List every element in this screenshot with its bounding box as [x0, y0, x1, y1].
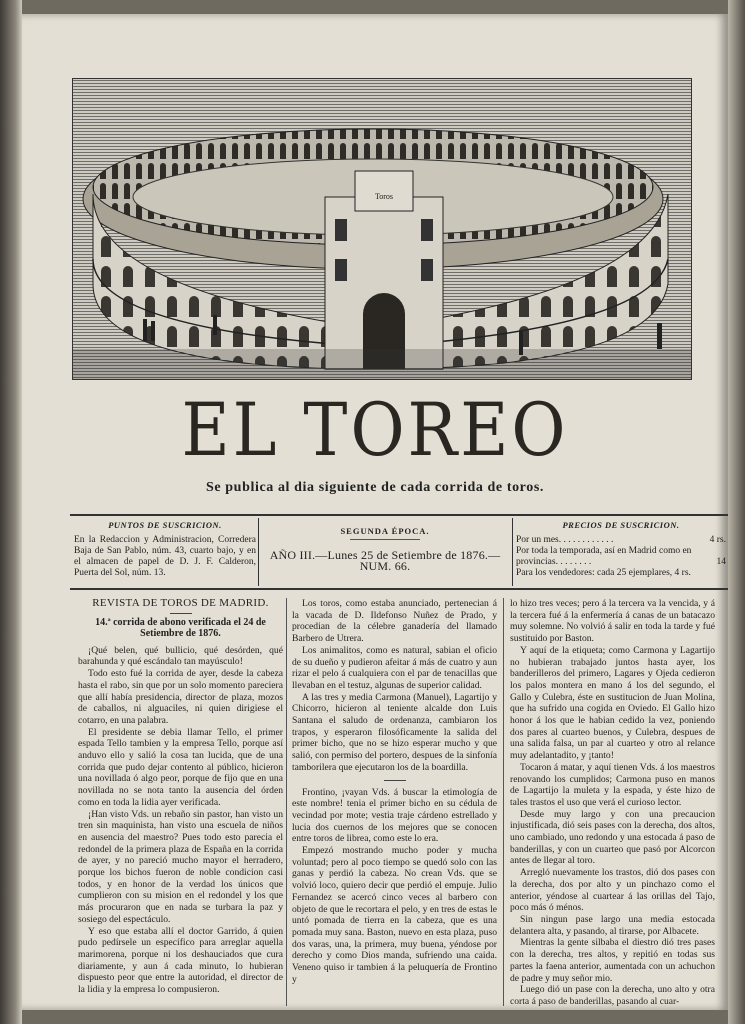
subscription-prices	[516, 520, 726, 579]
bar-divider	[512, 518, 513, 586]
paragraph: Arregló nuevamente los trastos, dió dos pases con la derecha, dos por alto y un pinchazo como el anterior, yéndose al cuartear á las orillas del Tajo, poco más ó ménos.	[510, 867, 715, 914]
column-divider	[286, 598, 287, 1006]
subscription-points	[74, 520, 256, 579]
divider	[350, 539, 420, 540]
price-row: Para los vendedores: cada 25 ejemplares, 4 rs.	[516, 568, 691, 578]
page-stack-edge	[728, 0, 745, 1024]
paragraph: lo hizo tres veces; pero á la tercera va la vencida, y á la tercera fué á la enfermería á canas de un batacazo muy solemne. No volvió á salir en toda la tarde y fué sustituido por Baston.	[510, 598, 715, 645]
price-label: Por toda la temporada, así en Madrid como en provincias. . . . . . . .	[516, 546, 692, 567]
article-column-3	[510, 598, 715, 1008]
paragraph: El presidente se debia llamar Tello, el primer espada Tello tambien y la empresa Tello, porque así anduvo ello y salió la cosa tan lucida, que de una corrida que pudo dejar contento al público, hicieron una novillada ó algo peor, porque de fijo que en una novillada no se nota tanto la ausencia del órden como en toda la lidia ayer verificada.	[78, 726, 283, 808]
price-row	[516, 546, 726, 568]
epoca-label: SEGUNDA ÉPOCA.	[340, 526, 430, 536]
bar-divider	[258, 518, 259, 586]
sign-text: Toros	[374, 192, 394, 201]
article-column-2	[292, 598, 497, 986]
price-value: 14	[716, 557, 726, 567]
divider	[170, 613, 192, 614]
paragraph: Sin ningun pase largo una media estocada delantera alta, y pasando, al tirarse, por Albacete.	[510, 913, 715, 937]
paragraph: Y eso que estaba allí el doctor Garrido, á quien pudo pedírsele un específico para arreglar aquella marimorena, porque ni los deshauciados que cura diariamente, y aun á cada minuto, lo hubieran dispuesto peor que entre la autoridad, el director de la lidia y la empresa lo compusieron.	[78, 925, 283, 996]
issue-info	[260, 520, 510, 572]
article-subtitle: 14.ª corrida de abono verificada el 24 de Setiembre de 1876.	[95, 616, 266, 639]
paragraph: Los animalitos, como es natural, sabian el oficio de su dueño y pudieron afeitar á más de cuatro y aun rizar el pelo á cualquiera con el par de tenacillas que llevaban en el testuz, algunas de superior calidad.	[292, 644, 497, 691]
divider	[384, 780, 406, 781]
subscription-points-text: En la Redaccion y Administracion, Corredera Baja de San Pablo, núm. 43, cuarto bajo, y en el almacen de papel de D. J. F. Calderon, Puerta del Sol, núm. 13.	[74, 535, 256, 578]
paragraph: ¡Qué belen, qué bullicio, qué desórden, qué barahunda y qué escándalo tan mayúsculo!	[78, 644, 283, 668]
paragraph: Y aquí de la etiqueta; como Carmona y Lagartijo no hubieran trabajado juntos hasta ayer, los banderilleros del primero, Lagares y Ojeda cedieron los palos montera en mano á los del segundo, el Gallo y Culebra, éste en sustitucion de Juan Molina, que ha sufrido una cogida en Oviedo. El Gallo hizo honor á los que le habian cedido la vez, poniendo dos pares al cuarteo buenos, y Culebra, despues de una salida falsa, un par al cuarteo y otro al relance muy adelantadito, y ¡tanto!	[510, 644, 715, 762]
subscription-prices-heading: PRECIOS DE SUSCRICION.	[562, 520, 680, 530]
price-row	[516, 535, 726, 546]
masthead-subtitle: Se publica al dia siguiente de cada corrida de toros.	[206, 480, 544, 495]
price-label: Por un mes. . . . . . . . . . . .	[516, 535, 614, 545]
paragraph: Frontino, ¡vayan Vds. á buscar la etimología de este nombre! tenia el primer bicho en su cédula de vecindad por mote; vestia traje cárdeno estrellado y lucia dos cuernos de los mejores que se conocen entre toros de librea, como este lo era.	[292, 786, 497, 845]
bullring-illustration	[72, 78, 692, 380]
paragraph: ¡Han visto Vds. un rebaño sin pastor, han visto un tren sin maquinista, han visto una escuela de niños en ausencia del maestro? Pues todo esto parecia el redondel de la primera plaza de España en la corrida de ayer, y no pareció mucho mayor el herradero, porque los bichos fueron de noble condicion casi todos, y en honor de la verdad los únicos que cumplieron con su mision en el redondel y los que más procuraron que en nada se turbara la paz y sosiego del espectáculo.	[78, 808, 283, 925]
price-value: 4 rs.	[709, 535, 726, 545]
issue-date: AÑO III.—Lunes 25 de Setiembre de 1876.—NUM. 66.	[269, 548, 501, 573]
article-title: REVISTA DE TOROS DE MADRID.	[92, 597, 269, 609]
column-divider	[503, 598, 504, 1006]
paragraph: Tocaron á matar, y aquí tienen Vds. á los maestros renovando los cumplidos; Carmona puso en manos de Lagartijo la muleta y la espada, y éste hizo de tales trastos el uso que verá el curioso lector.	[510, 761, 715, 808]
paragraph: Desde muy largo y con una precaucion injustificada, dió seis pases con la derecha, dos altos, uno cambiado, uno redondo y una estocada á paso de banderillas, y con un cuarteo que pasó por Alcorcon antes de llegar al toro.	[510, 808, 715, 867]
article-columns	[70, 598, 728, 1006]
article-column-1	[78, 598, 283, 996]
subscription-points-heading: PUNTOS DE SUSCRICION.	[108, 520, 222, 530]
masthead-title: EL TOREO	[181, 388, 569, 473]
info-bar	[70, 514, 728, 590]
book-spine-shadow	[0, 0, 22, 1024]
paragraph: A las tres y media Carmona (Manuel), Lagartijo y Chicorro, hicieron al teniente alcalde don Luis Santana el saludo de ordenanza, cambiaron los trapos, y esperaron filosóficamente la salida del primer bicho, que no se hizo esperar mucho y que salió, con permiso del portero, despues de la sinfonía tamborilera que ejecutaron los de la boardilla.	[292, 691, 497, 773]
paragraph: Empezó mostrando mucho poder y mucha voluntad; pero al poco tiempo se quedó solo con las ganas y perdió la cabeza. No crean Vds. que se volvió loco, quiero decir que perdió el empuje. Julio Fernandez se acercó cinco veces al barbero con objeto de que le recortara el pelo, y en tres de estas le untó pomada de tierra en la cabeza, que es una pomada muy sana. Baston, nuevo en esta plaza, puso dos varas, una, la primera, muy buena, yéndose por derecho y como Dios manda, sufriendo una caida. Veneno quiso ir tambien á la peluquería de Frontino y	[292, 845, 497, 985]
paragraph: Todo esto fué la corrida de ayer, desde la cabeza hasta el rabo, sin que por un solo momento pareciera que allí había presidencia, director de plaza, mozos de caballos, ni alguaciles, ni quien dirigiese el cotarro, en una palabra.	[78, 668, 283, 726]
newspaper-page	[22, 14, 728, 1010]
paragraph: Mientras la gente silbaba el diestro dió tres pases con la derecha, tres altos, y repitió en todas sus partes la faena anterior, aumentada con un achuchon de padre y muy señor mio.	[510, 937, 715, 984]
paragraph: Luego dió un pase con la derecha, uno alto y otra corta á paso de banderillas, pasando al cuar-	[510, 984, 715, 1007]
paragraph: Los toros, como estaba anunciado, pertenecian á la vacada de D. Ildefonso Nuñez de Prado, y procedian de la célebre ganadería del llamado Barbero de Utrera.	[292, 598, 497, 645]
